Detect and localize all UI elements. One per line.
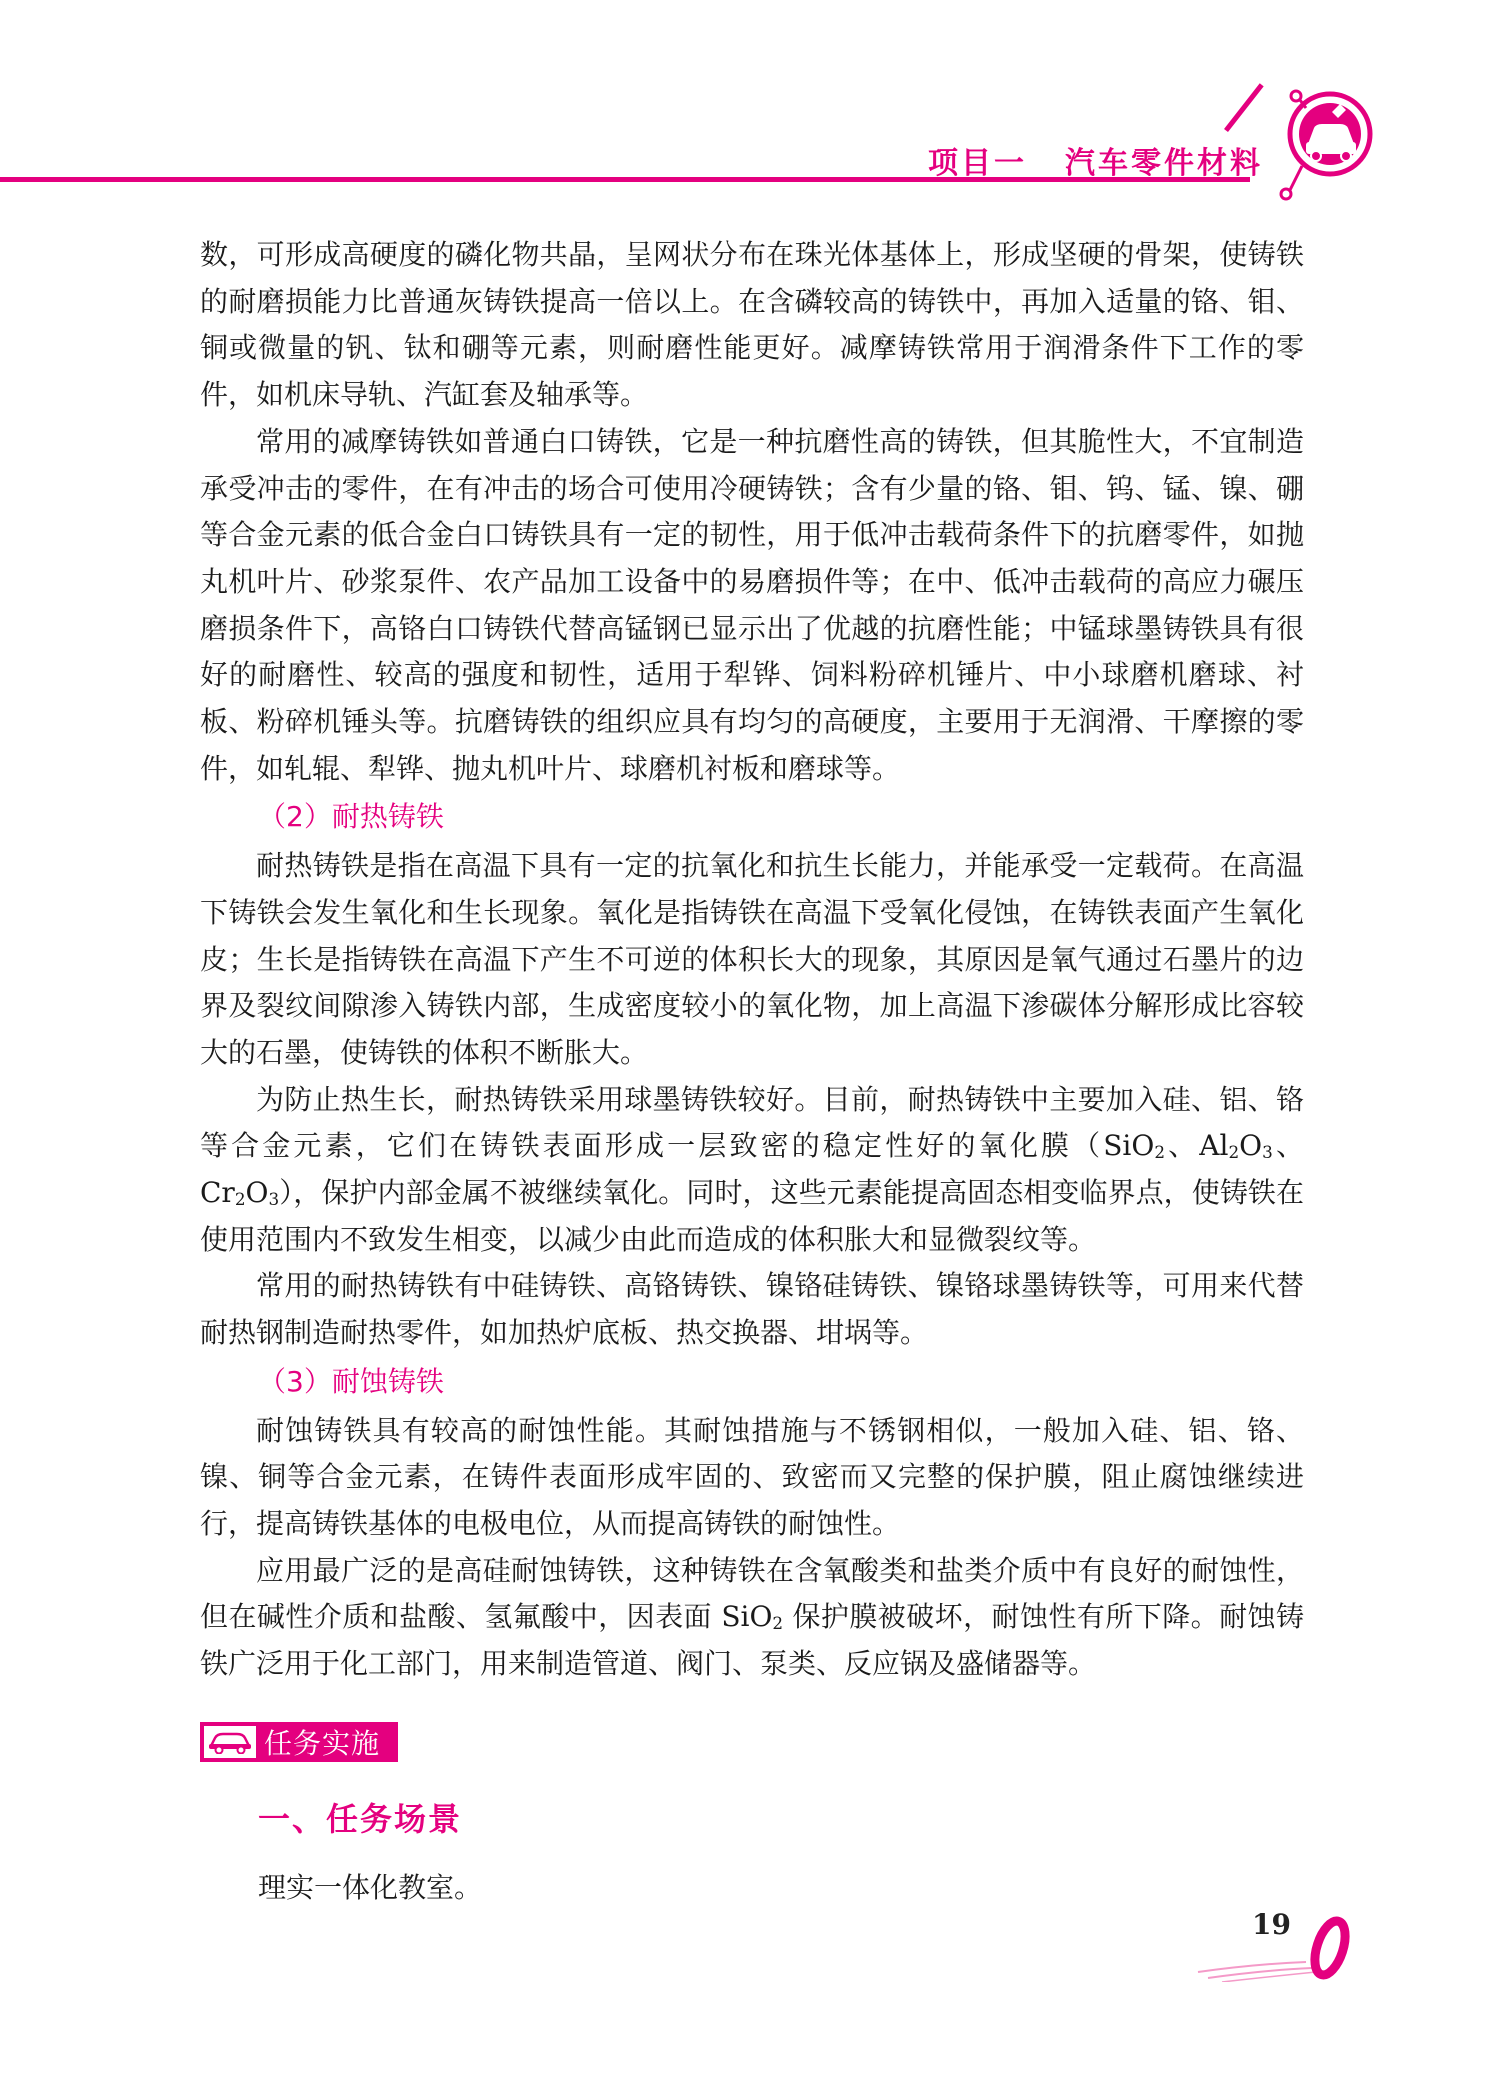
paragraph: 耐热铸铁是指在高温下具有一定的抗氧化和抗生长能力，并能承受一定载荷。在高温下铸铁会发生氧化和生长现象。氧化是指铸铁在高温下受氧化侵蚀，在铸铁表面产生氧化皮；生长是指铸铁在高温下产生不可逆的体积长大的现象，其原因是氧气通过石墨片的边界及裂纹间隙渗入铸铁内部，生成密度较小的氧化物，加上高温下渗碳体分解形成比容较大的石墨，使铸铁的体积不断胀大。 [200, 849, 1304, 1069]
project-title: 汽车零件材料 [1065, 146, 1263, 181]
car-repair-logo-icon [1262, 82, 1382, 202]
scene-text: 理实一体化教室。 [258, 1871, 483, 1904]
body-text [200, 232, 1304, 1688]
paragraph: 数，可形成高硬度的磷化物共晶，呈网状分布在珠光体基体上，形成坚硬的骨架，使铸铁的耐磨损能力比普通灰铸铁提高一倍以上。在含磷较高的铸铁中，再加入适量的铬、钼、铜或微量的钒、钛和硼等元素，则耐磨性能更好。减摩铸铁常用于润滑条件下工作的零件，如机床导轨、汽缸套及轴承等。 [200, 238, 1304, 412]
task-implementation-badge [200, 1722, 398, 1762]
section-heading: 一、任务场景 [258, 1800, 463, 1838]
subheading-corrosion-resistant: （3）耐蚀铸铁 [258, 1364, 444, 1398]
paragraph: 常用的减摩铸铁如普通白口铸铁，它是一种抗磨性高的铸铁，但其脆性大，不宜制造承受冲击的零件，在有冲击的场合可使用冷硬铸铁；含有少量的铬、钼、钨、锰、镍、硼等合金元素的低合金白口铸铁具有一定的韧性，用于低冲击载荷条件下的抗磨零件，如抛丸机叶片、砂浆泵件、农产品加工设备中的易磨损件等；在中、低冲击载荷的高应力碾压磨损条件下，高铬白口铸铁代替高锰钢已显示出了优越的抗磨性能；中锰球墨铸铁具有很好的耐磨性、较高的强度和韧性，适用于犁铧、饲料粉碎机锤片、中小球磨机磨球、衬板、粉碎机锤头等。抗磨铸铁的组织应具有均匀的高硬度，主要用于无润滑、干摩擦的零件，如轧辊、犁铧、抛丸机叶片、球磨机衬板和磨球等。 [200, 424, 1304, 785]
project-label: 项目一 [928, 146, 1027, 181]
page-number: 19 [1252, 1908, 1291, 1941]
task-badge-label: 任务实施 [264, 1727, 381, 1760]
paragraph: 为防止热生长，耐热铸铁采用球墨铸铁较好。目前，耐热铸铁中主要加入硅、铝、铬等合金元素，它们在铸铁表面形成一层致密的稳定性好的氧化膜（SiO$_2$、$Al_2O_3$、$Cr_2O_3$），保护内部金属不被继续氧化。同时，这些元素能提高固态相变临界点，使铸铁在使用范围内不致发生相变，以减少由此而造成的体积胀大和显微裂纹等。 [200, 1082, 1304, 1256]
running-header [928, 138, 1263, 182]
paragraph: 应用最广泛的是高硅耐蚀铸铁，这种铸铁在含氧酸类和盐类介质中有良好的耐蚀性，但在碱性介质和盐酸、氢氟酸中，因表面 SiO$_2$ 保护膜被破坏，耐蚀性有所下降。耐蚀铸铁广泛用于化工部门，用来制造管道、阀门、泵类、反应锅及盛储器等。 [200, 1553, 1304, 1681]
paragraph: 耐蚀铸铁具有较高的耐蚀性能。其耐蚀措施与不锈钢相似，一般加入硅、铝、铬、镍、铜等合金元素，在铸件表面形成牢固的、致密而又完整的保护膜，阻止腐蚀继续进行，提高铸铁基体的电极电位，从而提高铸铁的耐蚀性。 [200, 1413, 1304, 1540]
car-icon [204, 1726, 256, 1758]
header-rule-slant [1224, 83, 1264, 132]
paragraph: 常用的耐热铸铁有中硅铸铁、高铬铸铁、镍铬硅铸铁、镍铬球墨铸铁等，可用来代替耐热钢制造耐热零件，如加热炉底板、热交换器、坩埚等。 [200, 1269, 1304, 1350]
subheading-heat-resistant: （2）耐热铸铁 [258, 800, 444, 834]
